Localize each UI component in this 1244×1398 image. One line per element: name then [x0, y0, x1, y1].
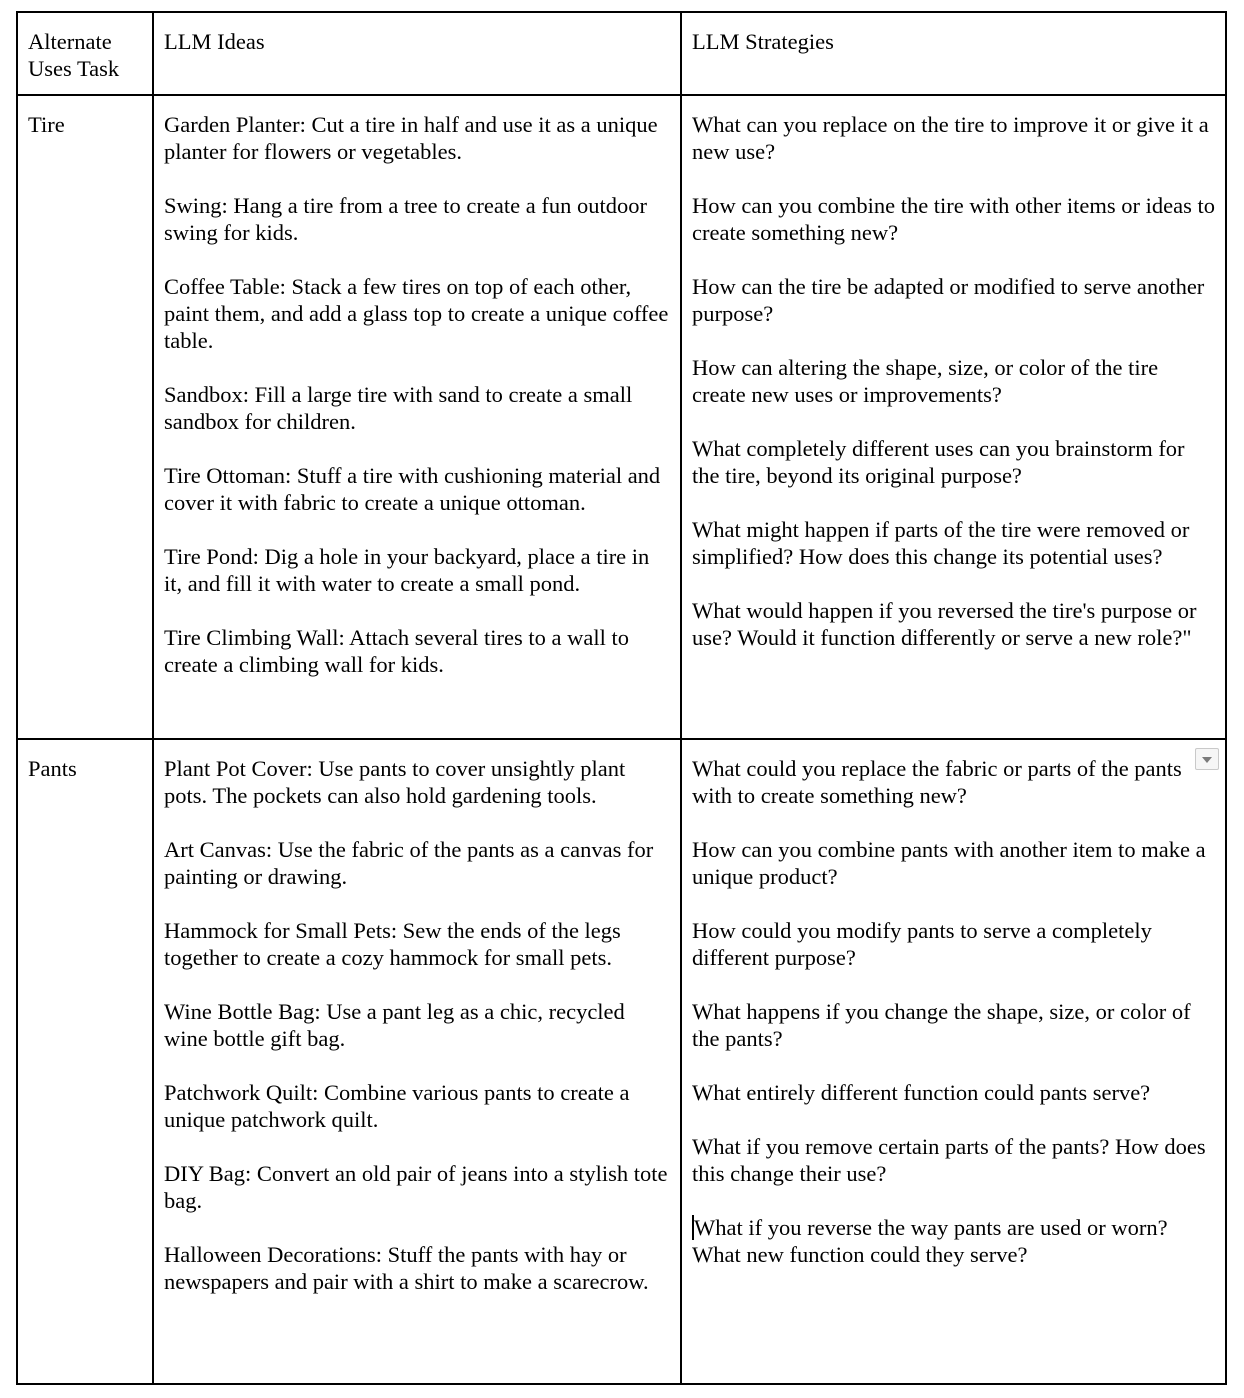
alternate-uses-table — [16, 11, 1227, 1385]
idea-item: Art Canvas: Use the fabric of the pants as a canvas for painting or drawing. — [164, 837, 654, 889]
idea-item: Coffee Table: Stack a few tires on top of each other, paint them, and add a glass top to create a unique coffee table. — [164, 274, 669, 353]
strategy-item: What happens if you change the shape, size, or color of the pants? — [692, 999, 1191, 1051]
item-label-tire: Tire — [28, 112, 65, 137]
strategy-item-text: What if you reverse the way pants are used or worn? What new function could they serve? — [692, 1215, 1168, 1267]
ideas-cell-tire[interactable] — [153, 95, 681, 739]
idea-item: DIY Bag: Convert an old pair of jeans into a stylish tote bag. — [164, 1161, 668, 1213]
strategy-item: How can altering the shape, size, or color of the tire create new uses or improvements? — [692, 355, 1159, 407]
header-cell-strategies[interactable] — [681, 12, 1226, 95]
strategy-item: What could you replace the fabric or parts of the pants with to create something new? — [692, 756, 1182, 808]
cell-dropdown-chevron-icon[interactable] — [1195, 748, 1219, 770]
item-cell-pants[interactable] — [17, 739, 153, 1384]
header-strategies: LLM Strategies — [692, 29, 834, 54]
strategy-item: How can you combine pants with another item to make a unique product? — [692, 837, 1206, 889]
table-row-pants — [17, 739, 1226, 1384]
header-task: Alternate Uses Task — [28, 29, 120, 81]
strategy-item: What completely different uses can you brainstorm for the tire, beyond its original purpose? — [692, 436, 1185, 488]
header-ideas: LLM Ideas — [164, 29, 265, 54]
strategy-item: What can you replace on the tire to improve it or give it a new use? — [692, 112, 1209, 164]
strategy-item: How can you combine the tire with other items or ideas to create something new? — [692, 193, 1215, 245]
table-row-tire — [17, 95, 1226, 739]
header-cell-ideas[interactable] — [153, 12, 681, 95]
idea-item: Plant Pot Cover: Use pants to cover unsightly plant pots. The pockets can also hold gardening tools. — [164, 756, 626, 808]
idea-item: Wine Bottle Bag: Use a pant leg as a chic, recycled wine bottle gift bag. — [164, 999, 625, 1051]
header-cell-task[interactable] — [17, 12, 153, 95]
strategy-item: What would happen if you reversed the tire's purpose or use? Would it function differently or serve a new role?" — [692, 598, 1197, 650]
idea-item: Patchwork Quilt: Combine various pants to create a unique patchwork quilt. — [164, 1080, 630, 1132]
ideas-cell-pants[interactable] — [153, 739, 681, 1384]
item-cell-tire[interactable] — [17, 95, 153, 739]
strategy-item: What might happen if parts of the tire were removed or simplified? How does this change its potential uses? — [692, 517, 1190, 569]
idea-item: Tire Ottoman: Stuff a tire with cushioning material and cover it with fabric to create a unique ottoman. — [164, 463, 661, 515]
strategy-item: How could you modify pants to serve a completely different purpose? — [692, 918, 1152, 970]
header-row — [17, 12, 1226, 95]
idea-item: Halloween Decorations: Stuff the pants with hay or newspapers and pair with a shirt to make a scarecrow. — [164, 1242, 649, 1294]
strategy-item: What if you remove certain parts of the pants? How does this change their use? — [692, 1134, 1206, 1186]
idea-item: Garden Planter: Cut a tire in half and use it as a unique planter for flowers or vegetables. — [164, 112, 658, 164]
strategies-cell-tire[interactable] — [681, 95, 1226, 739]
strategy-item-with-caret — [692, 1214, 1215, 1268]
strategy-item: How can the tire be adapted or modified to serve another purpose? — [692, 274, 1205, 326]
idea-item: Tire Pond: Dig a hole in your backyard, place a tire in it, and fill it with water to create a small pond. — [164, 544, 650, 596]
idea-item: Sandbox: Fill a large tire with sand to create a small sandbox for children. — [164, 382, 633, 434]
idea-item: Swing: Hang a tire from a tree to create a fun outdoor swing for kids. — [164, 193, 647, 245]
idea-item: Tire Climbing Wall: Attach several tires to a wall to create a climbing wall for kids. — [164, 625, 629, 677]
idea-item: Hammock for Small Pets: Sew the ends of the legs together to create a cozy hammock for small pets. — [164, 918, 621, 970]
strategy-item: What entirely different function could pants serve? — [692, 1080, 1151, 1105]
item-label-pants: Pants — [28, 756, 77, 781]
strategies-cell-pants[interactable] — [681, 739, 1226, 1384]
